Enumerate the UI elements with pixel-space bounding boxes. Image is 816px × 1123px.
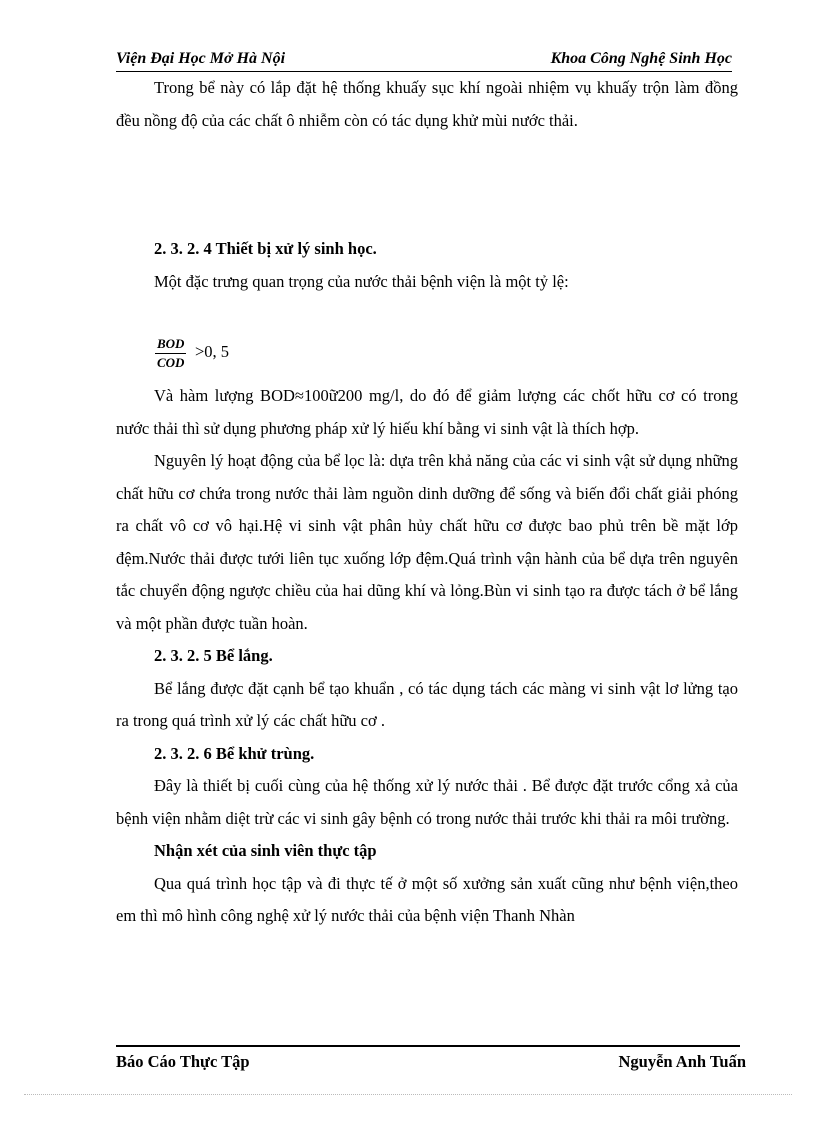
paragraph-student-remarks: Qua quá trình học tập và đi thực tế ở một số xưởng sản xuất cũng như bệnh viện,theo em thì mô hình công nghệ xử lý nước thải của bệnh viện Thanh Nhàn xyxy=(116,873,738,925)
footer-rule xyxy=(116,1045,740,1047)
section-main xyxy=(116,380,738,933)
page-bottom-dotted-border xyxy=(24,1094,792,1095)
paragraph-ratio-intro: Một đặc trưng quan trọng của nước thải bệnh viện là một tỷ lệ: xyxy=(154,271,569,291)
formula-numerator: BOD xyxy=(155,336,186,354)
paragraph-settling-tank: Bể lắng được đặt cạnh bể tạo khuẩn , có tác dụng tách các màng vi sinh vật lơ lửng tạo ra trong quá trình xử lý các chất hữu cơ . xyxy=(116,678,738,730)
header-institution: Viện Đại Học Mở Hà Nội xyxy=(116,50,286,67)
heading-settling-tank: 2. 3. 2. 5 Bể lắng. xyxy=(154,646,273,665)
heading-biological-equipment: 2. 3. 2. 4 Thiết bị xử lý sinh học. xyxy=(154,239,377,258)
footer-report-title: Báo Cáo Thực Tập xyxy=(116,1052,250,1071)
header-faculty: Khoa Công Nghệ Sinh Học xyxy=(550,50,732,67)
page-header xyxy=(116,50,732,72)
formula-denominator: COD xyxy=(157,355,185,370)
page-footer xyxy=(116,1052,746,1074)
formula-fraction xyxy=(155,336,186,371)
paragraph-filter-principle: Nguyên lý hoạt động của bể lọc là: dựa trên khả năng của các vi sinh vật sử dụng những chất hữu cơ chứa trong nước thải làm nguồn dinh dưỡng để sống và biến đổi chất giải phóng ra chất vô cơ vô hại.Hệ vi sinh vật phân hủy chất hữu cơ được bao phủ trên bề mặt lớp đệm.Nước thải được tưới liên tục xuống lớp đệm.Quá trình vận hành của bể dựa trên nguyên tắc chuyển động ngược chiều của hai dũng khí và lỏng.Bùn vi sinh tạo ra được tách ở bể lắng và một phần được tuần hoàn. xyxy=(116,451,738,633)
heading-student-remarks: Nhận xét của sinh viên thực tập xyxy=(154,841,377,860)
paragraph-aeration: Trong bể này có lắp đặt hệ thống khuấy sục khí ngoài nhiệm vụ khuấy trộn làm đồng đều nồng độ của các chất ô nhiễm còn có tác dụng khử mùi nước thải. xyxy=(116,78,738,130)
paragraph-disinfection-tank: Đây là thiết bị cuối cùng của hệ thống xử lý nước thải . Bể được đặt trước cổng xả của bệnh viện nhằm diệt trừ các vi sinh gây bệnh có trong nước thải trước khi thải ra môi trường. xyxy=(116,776,738,828)
paragraph-bod-content: Và hàm lượng BOD≈100ữ200 mg/l, do đó để giảm lượng các chốt hữu cơ có trong nước thải thì sử dụng phương pháp xử lý hiếu khí bằng vi sinh vật là thích hợp. xyxy=(116,386,738,438)
section-biological xyxy=(116,233,738,298)
section-intro xyxy=(116,72,738,137)
footer-author: Nguyễn Anh Tuấn xyxy=(618,1052,746,1071)
heading-disinfection-tank: 2. 3. 2. 6 Bể khử trùng. xyxy=(154,743,315,763)
formula-relation: >0, 5 xyxy=(195,342,230,361)
